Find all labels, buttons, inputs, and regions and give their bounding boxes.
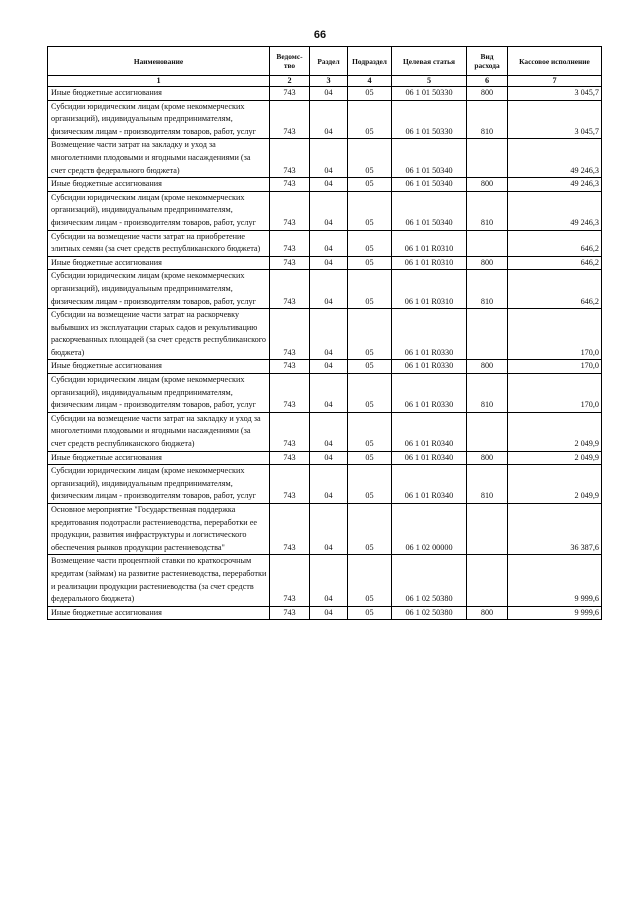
row-name: Иные бюджетные ассигнования [48, 178, 270, 192]
column-number: 1 [48, 76, 270, 87]
row-subsection: 05 [348, 191, 392, 230]
row-subsection: 05 [348, 100, 392, 139]
row-name: Иные бюджетные ассигнования [48, 256, 270, 270]
row-target: 06 1 01 R0310 [392, 270, 467, 309]
row-dept: 743 [270, 191, 310, 230]
row-amount: 49 246,3 [508, 191, 602, 230]
row-amount: 2 049,9 [508, 465, 602, 504]
row-section: 04 [310, 100, 348, 139]
header-amount: Кассовое исполнение [508, 47, 602, 76]
row-dept: 743 [270, 465, 310, 504]
row-name: Субсидии на возмещение части затрат на закладку и уход за многолетними плодовыми и ягодными насаждениями (за счет средств республиканского бюджета) [48, 412, 270, 451]
row-target: 06 1 02 50380 [392, 606, 467, 620]
table-row [48, 230, 602, 256]
row-dept: 743 [270, 87, 310, 101]
budget-table [47, 46, 602, 620]
row-subsection: 05 [348, 270, 392, 309]
header-type: Вид расхода [467, 47, 508, 76]
row-target: 06 1 01 50330 [392, 100, 467, 139]
row-name: Субсидии на возмещение части затрат на приобретение элитных семян (за счет средств республиканского бюджета) [48, 230, 270, 256]
row-subsection: 05 [348, 412, 392, 451]
header-name: Наименование [48, 47, 270, 76]
table-row [48, 256, 602, 270]
table-row [48, 178, 602, 192]
row-amount: 9 999,6 [508, 555, 602, 606]
row-dept: 743 [270, 451, 310, 465]
header-row [48, 47, 602, 76]
row-target: 06 1 01 50340 [392, 139, 467, 178]
table-row [48, 451, 602, 465]
row-subsection: 05 [348, 504, 392, 555]
row-amount: 2 049,9 [508, 412, 602, 451]
table-row [48, 270, 602, 309]
row-target: 06 1 01 R0340 [392, 465, 467, 504]
row-section: 04 [310, 451, 348, 465]
row-dept: 743 [270, 178, 310, 192]
row-type: 800 [467, 87, 508, 101]
row-section: 04 [310, 178, 348, 192]
row-dept: 743 [270, 360, 310, 374]
row-section: 04 [310, 412, 348, 451]
row-target: 06 1 01 R0310 [392, 230, 467, 256]
row-section: 04 [310, 87, 348, 101]
row-subsection: 05 [348, 374, 392, 413]
table-row [48, 139, 602, 178]
row-type: 810 [467, 270, 508, 309]
row-section: 04 [310, 230, 348, 256]
table-row [48, 100, 602, 139]
table-row [48, 606, 602, 620]
row-type [467, 139, 508, 178]
row-target: 06 1 01 R0340 [392, 412, 467, 451]
row-type [467, 504, 508, 555]
row-section: 04 [310, 606, 348, 620]
row-dept: 743 [270, 374, 310, 413]
row-target: 06 1 01 R0330 [392, 374, 467, 413]
row-type [467, 230, 508, 256]
row-type: 800 [467, 256, 508, 270]
row-type: 800 [467, 178, 508, 192]
table-row [48, 191, 602, 230]
row-dept: 743 [270, 256, 310, 270]
row-subsection: 05 [348, 309, 392, 360]
row-name: Субсидии юридическим лицам (кроме некоммерческих организаций), индивидуальным предпринимателям, физическим лицам - производителям товаров, работ, услуг [48, 270, 270, 309]
row-target: 06 1 01 R0330 [392, 360, 467, 374]
column-number: 2 [270, 76, 310, 87]
table-row [48, 555, 602, 606]
row-amount: 9 999,6 [508, 606, 602, 620]
row-target: 06 1 01 R0330 [392, 309, 467, 360]
row-name: Субсидии юридическим лицам (кроме некоммерческих организаций), индивидуальным предпринимателям, физическим лицам - производителям товаров, работ, услуг [48, 191, 270, 230]
row-amount: 3 045,7 [508, 87, 602, 101]
table-row [48, 504, 602, 555]
row-subsection: 05 [348, 256, 392, 270]
table-row [48, 465, 602, 504]
row-section: 04 [310, 191, 348, 230]
column-number: 6 [467, 76, 508, 87]
table-row [48, 374, 602, 413]
table-row [48, 309, 602, 360]
row-amount: 3 045,7 [508, 100, 602, 139]
header-target: Целевая статья [392, 47, 467, 76]
row-target: 06 1 01 50340 [392, 178, 467, 192]
row-amount: 170,0 [508, 374, 602, 413]
row-section: 04 [310, 555, 348, 606]
header-subsection: Подраздел [348, 47, 392, 76]
row-amount: 646,2 [508, 256, 602, 270]
row-dept: 743 [270, 309, 310, 360]
row-name: Субсидии юридическим лицам (кроме некоммерческих организаций), индивидуальным предпринимателям, физическим лицам - производителям товаров, работ, услуг [48, 374, 270, 413]
row-amount: 49 246,3 [508, 178, 602, 192]
row-amount: 646,2 [508, 230, 602, 256]
column-number: 7 [508, 76, 602, 87]
row-section: 04 [310, 309, 348, 360]
row-section: 04 [310, 270, 348, 309]
row-name: Субсидии юридическим лицам (кроме некоммерческих организаций), индивидуальным предпринимателям, физическим лицам - производителям товаров, работ, услуг [48, 100, 270, 139]
row-type: 800 [467, 606, 508, 620]
row-type: 810 [467, 100, 508, 139]
table-row [48, 412, 602, 451]
row-dept: 743 [270, 230, 310, 256]
row-subsection: 05 [348, 87, 392, 101]
header-dept: Ведомс-тво [270, 47, 310, 76]
row-target: 06 1 02 00000 [392, 504, 467, 555]
row-dept: 743 [270, 139, 310, 178]
row-target: 06 1 01 R0310 [392, 256, 467, 270]
row-dept: 743 [270, 270, 310, 309]
row-amount: 646,2 [508, 270, 602, 309]
column-number: 3 [310, 76, 348, 87]
row-dept: 743 [270, 606, 310, 620]
header-section: Раздел [310, 47, 348, 76]
row-subsection: 05 [348, 465, 392, 504]
row-dept: 743 [270, 100, 310, 139]
row-amount: 49 246,3 [508, 139, 602, 178]
row-dept: 743 [270, 504, 310, 555]
table-row [48, 360, 602, 374]
row-name: Иные бюджетные ассигнования [48, 606, 270, 620]
row-amount: 2 049,9 [508, 451, 602, 465]
row-type [467, 555, 508, 606]
row-target: 06 1 01 50330 [392, 87, 467, 101]
row-name: Субсидии на возмещение части затрат на раскорчевку выбывших из эксплуатации старых садов и рекультивацию раскорчеванных площадей (за счет средств республиканского бюджета) [48, 309, 270, 360]
row-type: 810 [467, 465, 508, 504]
row-section: 04 [310, 360, 348, 374]
row-type: 800 [467, 360, 508, 374]
row-type: 810 [467, 191, 508, 230]
row-subsection: 05 [348, 606, 392, 620]
row-name: Субсидии юридическим лицам (кроме некоммерческих организаций), индивидуальным предпринимателям, физическим лицам - производителям товаров, работ, услуг [48, 465, 270, 504]
row-type [467, 412, 508, 451]
row-amount: 170,0 [508, 309, 602, 360]
row-name: Возмещение части процентной ставки по краткосрочным кредитам (займам) на развитие растениеводства, переработки и реализации продукции растениеводства (за счет средств федерального бюджета) [48, 555, 270, 606]
column-number: 4 [348, 76, 392, 87]
column-number: 5 [392, 76, 467, 87]
row-subsection: 05 [348, 360, 392, 374]
column-number-row [48, 76, 602, 87]
row-amount: 36 387,6 [508, 504, 602, 555]
row-target: 06 1 02 50380 [392, 555, 467, 606]
row-target: 06 1 01 R0340 [392, 451, 467, 465]
row-subsection: 05 [348, 555, 392, 606]
table-row [48, 87, 602, 101]
row-name: Основное мероприятие "Государственная поддержка кредитования подотрасли растениеводства, переработки ее продукции, развития инфраструктуры и логистического обеспечения рынков продукции растениеводства" [48, 504, 270, 555]
row-dept: 743 [270, 555, 310, 606]
row-type: 800 [467, 451, 508, 465]
row-section: 04 [310, 504, 348, 555]
row-subsection: 05 [348, 451, 392, 465]
row-subsection: 05 [348, 230, 392, 256]
page-number: 66 [313, 29, 327, 41]
row-name: Возмещение части затрат на закладку и уход за многолетними плодовыми и ягодными насаждениями (за счет средств федерального бюджета) [48, 139, 270, 178]
row-name: Иные бюджетные ассигнования [48, 360, 270, 374]
row-name: Иные бюджетные ассигнования [48, 451, 270, 465]
row-type [467, 309, 508, 360]
row-subsection: 05 [348, 178, 392, 192]
row-section: 04 [310, 256, 348, 270]
row-section: 04 [310, 465, 348, 504]
row-name: Иные бюджетные ассигнования [48, 87, 270, 101]
row-target: 06 1 01 50340 [392, 191, 467, 230]
row-type: 810 [467, 374, 508, 413]
row-amount: 170,0 [508, 360, 602, 374]
row-section: 04 [310, 374, 348, 413]
row-subsection: 05 [348, 139, 392, 178]
row-section: 04 [310, 139, 348, 178]
row-dept: 743 [270, 412, 310, 451]
